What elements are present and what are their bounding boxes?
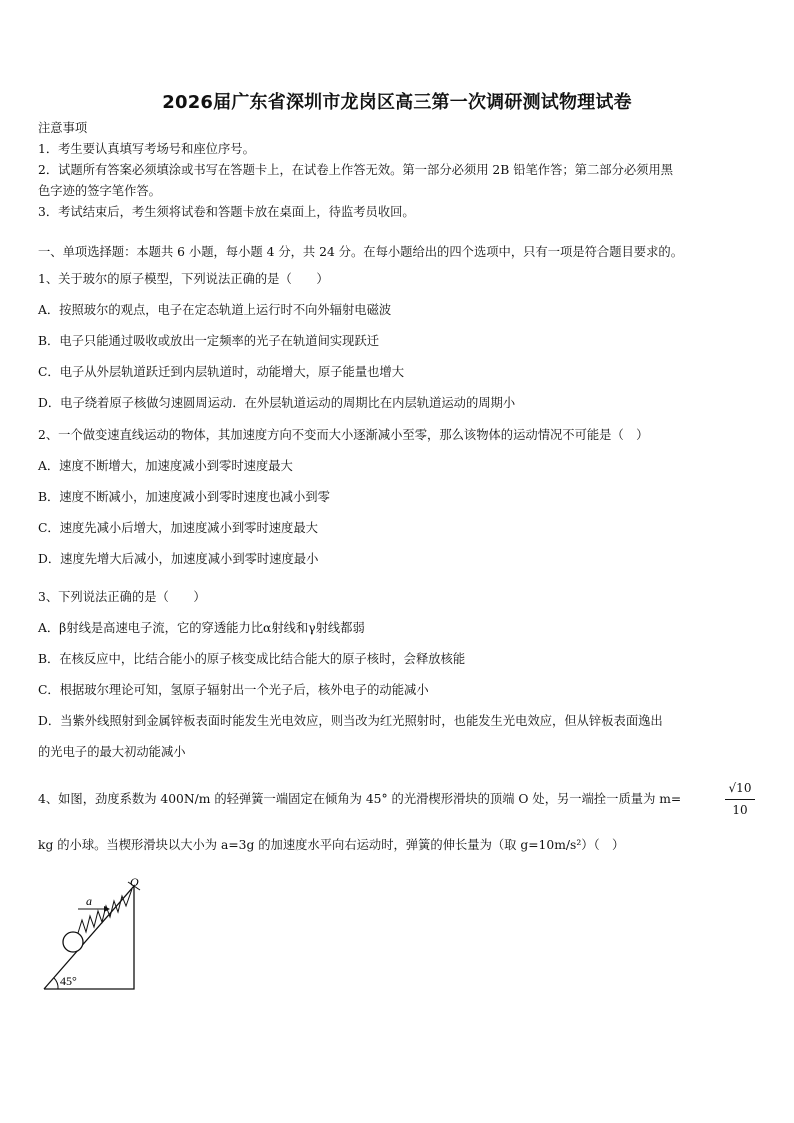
q2-option-b: B．速度不断减小，加速度减小到零时速度也减小到零: [38, 490, 330, 504]
section-heading: 一、单项选择题：本题共 6 小题，每小题 4 分，共 24 分。在每小题给出的四个选项中，只有一项是符合题目要求的。: [38, 245, 683, 259]
q1-option-d: D．电子绕着原子核做匀速圆周运动．在外层轨道运动的周期比在内层轨道运动的周期小: [38, 396, 516, 410]
mass-fraction-denominator: 10: [732, 803, 748, 817]
label-o: O: [130, 875, 139, 889]
page-title: 2026届广东省深圳市龙岗区高三第一次调研测试物理试卷: [162, 92, 632, 113]
q2-option-d: D．速度先增大后减小，加速度减小到零时速度最小: [38, 552, 319, 566]
question-4-stem: 4、如图，劲度系数为 400N/m 的轻弹簧一端固定在倾角为 45° 的光滑楔形滑块的顶端 O 处，另一端拴一质量为 m=: [38, 792, 682, 806]
q3-option-c: C．根据玻尔理论可知，氢原子辐射出一个光子后，核外电子的动能减小: [38, 683, 429, 697]
q1-option-c: C．电子从外层轨道跃迁到内层轨道时，动能增大，原子能量也增大: [38, 365, 405, 379]
label-a: a: [86, 894, 92, 908]
notice-item: 色字迹的签字笔作答。: [38, 184, 161, 198]
q3-option-d-cont: 的光电子的最大初动能减小: [38, 745, 186, 759]
question-1-stem: 1、关于玻尔的原子模型，下列说法正确的是（ ）: [38, 272, 329, 286]
question-4-stem-cont: kg 的小球。当楔形滑块以大小为 a=3g 的加速度水平向右运动时，弹簧的伸长量为（取 g=10m/s²）（ ）: [38, 838, 625, 852]
notice-item: 3．考试结束后，考生须将试卷和答题卡放在桌面上，待监考员收回。: [38, 205, 415, 219]
mass-fraction-numerator: √10: [728, 781, 752, 795]
fraction-bar: [725, 799, 755, 800]
question-3-stem: 3、下列说法正确的是（ ）: [38, 590, 206, 604]
q1-option-b: B．电子只能通过吸收或放出一定频率的光子在轨道间实现跃迁: [38, 334, 380, 348]
notice-item: 1．考生要认真填写考场号和座位序号。: [38, 142, 255, 156]
notice-item: 2．试题所有答案必须填涂或书写在答题卡上，在试卷上作答无效。第一部分必须用 2B 铅笔作答；第二部分必须用黑: [38, 163, 674, 177]
label-angle: 45°: [60, 974, 77, 988]
q2-option-a: A．速度不断增大，加速度减小到零时速度最大: [38, 459, 293, 473]
question-2-stem: 2、一个做变速直线运动的物体，其加速度方向不变而大小逐渐减小至零，那么该物体的运动情况不可能是（ ）: [38, 428, 649, 442]
q3-option-d: D．当紫外线照射到金属锌板表面时能发生光电效应，则当改为红光照射时，也能发生光电效应，但从锌板表面逸出: [38, 714, 663, 728]
notice-heading: 注意事项: [38, 121, 88, 135]
q3-option-b: B．在核反应中，比结合能小的原子核变成比结合能大的原子核时，会释放核能: [38, 652, 466, 666]
ball: [63, 932, 83, 952]
angle-arc: [54, 978, 58, 989]
q3-option-a: A．β射线是高速电子流，它的穿透能力比α射线和γ射线都弱: [38, 621, 365, 635]
q2-option-c: C．速度先减小后增大，加速度减小到零时速度最大: [38, 521, 318, 535]
q1-option-a: A．按照玻尔的观点，电子在定态轨道上运行时不向外辐射电磁波: [38, 303, 392, 317]
wedge-spring-figure: [36, 872, 146, 994]
